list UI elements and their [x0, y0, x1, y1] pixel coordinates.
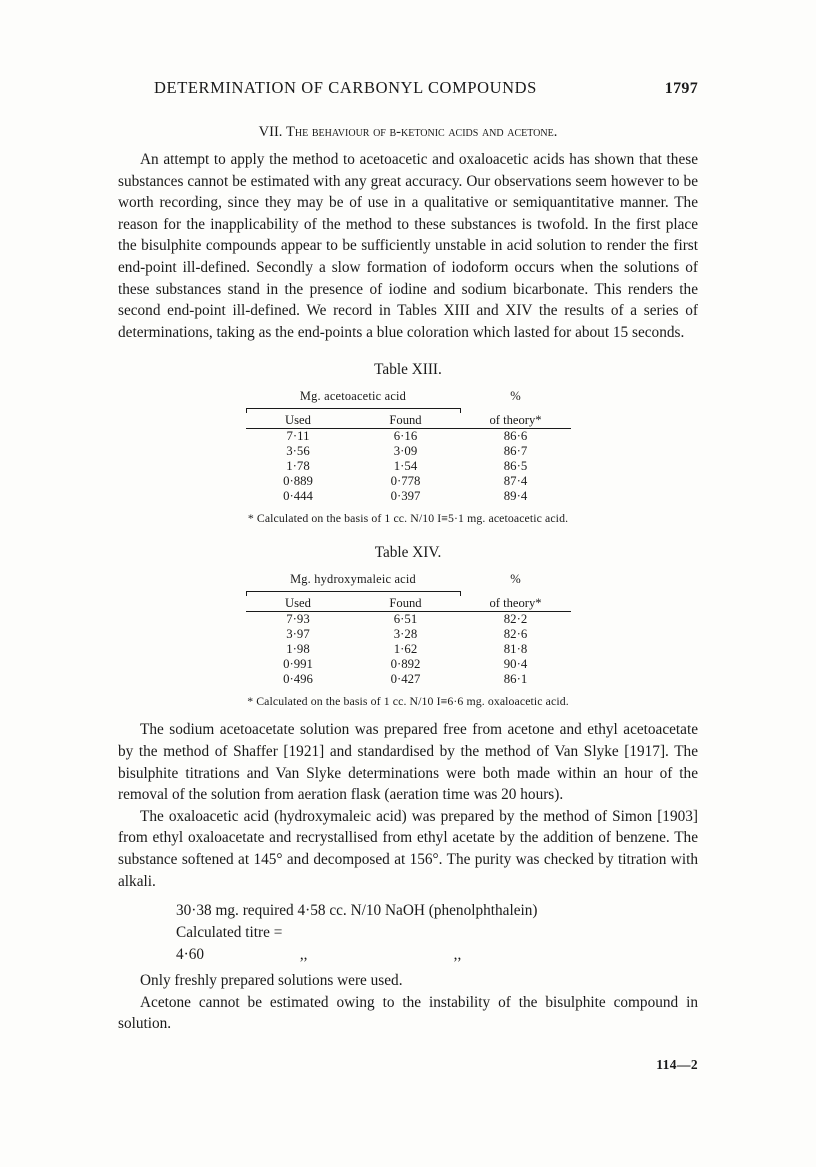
- cell-used: 0·444: [283, 489, 313, 504]
- table-14-group-header-row: [246, 572, 571, 587]
- cell-theory: 86·1: [503, 672, 528, 687]
- cell-found: 1·62: [393, 642, 418, 657]
- table-14-header-row: [246, 596, 571, 612]
- cell-found: 1·54: [393, 459, 418, 474]
- table-13-theory-top: %: [510, 389, 521, 404]
- table-row: [246, 627, 571, 642]
- cell-used: 7·93: [286, 612, 310, 627]
- cell-theory: 89·4: [503, 489, 528, 504]
- footnote-text: Calculated on the basis of 1 cc. N/10 I≡5·1 mg. acetoacetic acid.: [256, 511, 569, 526]
- table-14: [246, 572, 571, 687]
- table-13-col-found: Found: [351, 413, 461, 429]
- cell-theory: 82·6: [503, 627, 528, 642]
- table-14-brace-spacer: [461, 587, 571, 596]
- table-13-group-header: Mg. acetoacetic acid: [299, 389, 407, 404]
- page-number: 1797: [664, 80, 698, 97]
- table-row: [246, 444, 571, 459]
- cell-used: 3·97: [286, 627, 310, 642]
- table-14-title: Table XIV.: [374, 544, 442, 562]
- table-13-brace-row: [246, 404, 571, 413]
- table-row: [246, 459, 571, 474]
- paragraph-3: The oxaloacetic acid (hydroxymaleic acid) was prepared by the method of Simon [1903] from ethyl oxaloacetate and recrystallised from ethyl acetate by the addition of benzene. The substance softened at 145° and decomposed at 156°. The purity was checked by titration with alkali.: [118, 807, 698, 890]
- cell-theory: 86·6: [503, 429, 528, 444]
- running-head-title: DETERMINATION OF CARBONYL COMPOUNDS: [154, 78, 537, 97]
- table-14-brace: [246, 587, 461, 596]
- table-13-footnote: [118, 511, 698, 526]
- cell-found: 0·892: [390, 657, 421, 672]
- footnote-text: Calculated on the basis of 1 cc. N/10 I≡6·6 mg. oxaloacetic acid.: [256, 694, 569, 709]
- table-row: [246, 642, 571, 657]
- table-row: [246, 489, 571, 504]
- section-heading: [118, 124, 698, 141]
- cell-used: 0·889: [283, 474, 313, 489]
- table-13-col-used: Used: [246, 413, 351, 429]
- cell-found: 0·427: [390, 672, 421, 687]
- table-14-brace-row: [246, 587, 571, 596]
- cell-theory: 86·5: [503, 459, 528, 474]
- footnote-marker: *: [247, 511, 254, 526]
- table-14-col-used: Used: [246, 596, 351, 612]
- table-13-group-header-row: [246, 389, 571, 404]
- paragraph-4: Only freshly prepared solutions were used.: [140, 972, 403, 990]
- table-row: [246, 672, 571, 687]
- cell-theory: 82·2: [503, 612, 528, 627]
- table-row: [246, 657, 571, 672]
- equation-line-2: [176, 922, 698, 966]
- table-14-theory-top: %: [510, 572, 521, 587]
- table-row: [246, 612, 571, 628]
- table-13-col-theory: of theory*: [461, 413, 571, 429]
- cell-used: 1·78: [286, 459, 310, 474]
- equation-ditto-1: ,,: [299, 946, 308, 964]
- paragraph-5: Acetone cannot be estimated owing to the instability of the bisulphite compound in solution.: [118, 993, 698, 1033]
- cell-theory: 90·4: [503, 657, 528, 672]
- cell-found: 3·28: [393, 627, 418, 642]
- table-13-title: Table XIII.: [374, 361, 442, 379]
- cell-theory: 86·7: [503, 444, 528, 459]
- table-13-brace-spacer: [461, 404, 571, 413]
- section-title: The behaviour of β-ketonic acids and acetone.: [286, 124, 558, 140]
- equation-line-1: 30·38 mg. required 4·58 cc. N/10 NaOH (phenolphthalein): [176, 902, 538, 920]
- table-14-wrapper: [243, 572, 573, 687]
- table-14-footnote: [118, 694, 698, 709]
- running-head: [118, 78, 698, 98]
- cell-found: 0·778: [390, 474, 421, 489]
- cell-used: 1·98: [286, 642, 310, 657]
- cell-theory: 81·8: [503, 642, 528, 657]
- page-content: [118, 78, 698, 1075]
- footnote-marker: *: [247, 694, 254, 709]
- equation-line-2-label: Calculated titre = 4·60: [176, 924, 283, 964]
- table-row: [246, 429, 571, 445]
- table-13-header-row: [246, 413, 571, 429]
- table-13-brace: [246, 404, 461, 413]
- equation-block: [176, 900, 698, 966]
- cell-used: 3·56: [286, 444, 310, 459]
- cell-used: 7·11: [286, 429, 310, 444]
- equation-ditto-2: ,,: [453, 946, 462, 964]
- cell-found: 6·51: [393, 612, 418, 627]
- cell-found: 6·16: [393, 429, 418, 444]
- cell-used: 0·991: [283, 657, 313, 672]
- cell-found: 3·09: [393, 444, 418, 459]
- table-row: [246, 474, 571, 489]
- table-13: [246, 389, 571, 504]
- section-number: VII.: [258, 124, 283, 140]
- paragraph-2: The sodium acetoacetate solution was prepared free from acetone and ethyl acetoacetate by the method of Shaffer [1921] and standardised by the method of Van Slyke [1917]. The bisulphite titrations and Van Slyke determinations were both made within an hour of the removal of the solution from aeration flask (aeration time was 20 hours).: [118, 721, 698, 804]
- cell-used: 0·496: [283, 672, 313, 687]
- table-14-col-theory: of theory*: [461, 596, 571, 612]
- page-footer-signature: 114—2: [656, 1056, 698, 1072]
- table-13-wrapper: [243, 389, 573, 504]
- cell-found: 0·397: [390, 489, 421, 504]
- paragraph-1: An attempt to apply the method to acetoacetic and oxaloacetic acids has shown that these substances cannot be estimated with any great accuracy. Our observations seem however to be worth recording, since they may be of use in a qualitative or semiquantitative manner. The reason for the inapplicability of the method to these substances is twofold. In the first place the bisulphite compounds appear to be sufficiently unstable in acid solution to render the first end-point ill-defined. Secondly a slow formation of iodoform occurs when the solutions of these substances stand in the presence of iodine and sodium bicarbonate. This renders the second end-point ill-defined. We record in Tables XIII and XIV the results of a series of determinations, taking as the end-points a blue coloration which lasted for about 15 seconds.: [118, 151, 698, 341]
- table-14-group-header: Mg. hydroxymaleic acid: [290, 572, 416, 587]
- table-14-col-found: Found: [351, 596, 461, 612]
- cell-theory: 87·4: [503, 474, 528, 489]
